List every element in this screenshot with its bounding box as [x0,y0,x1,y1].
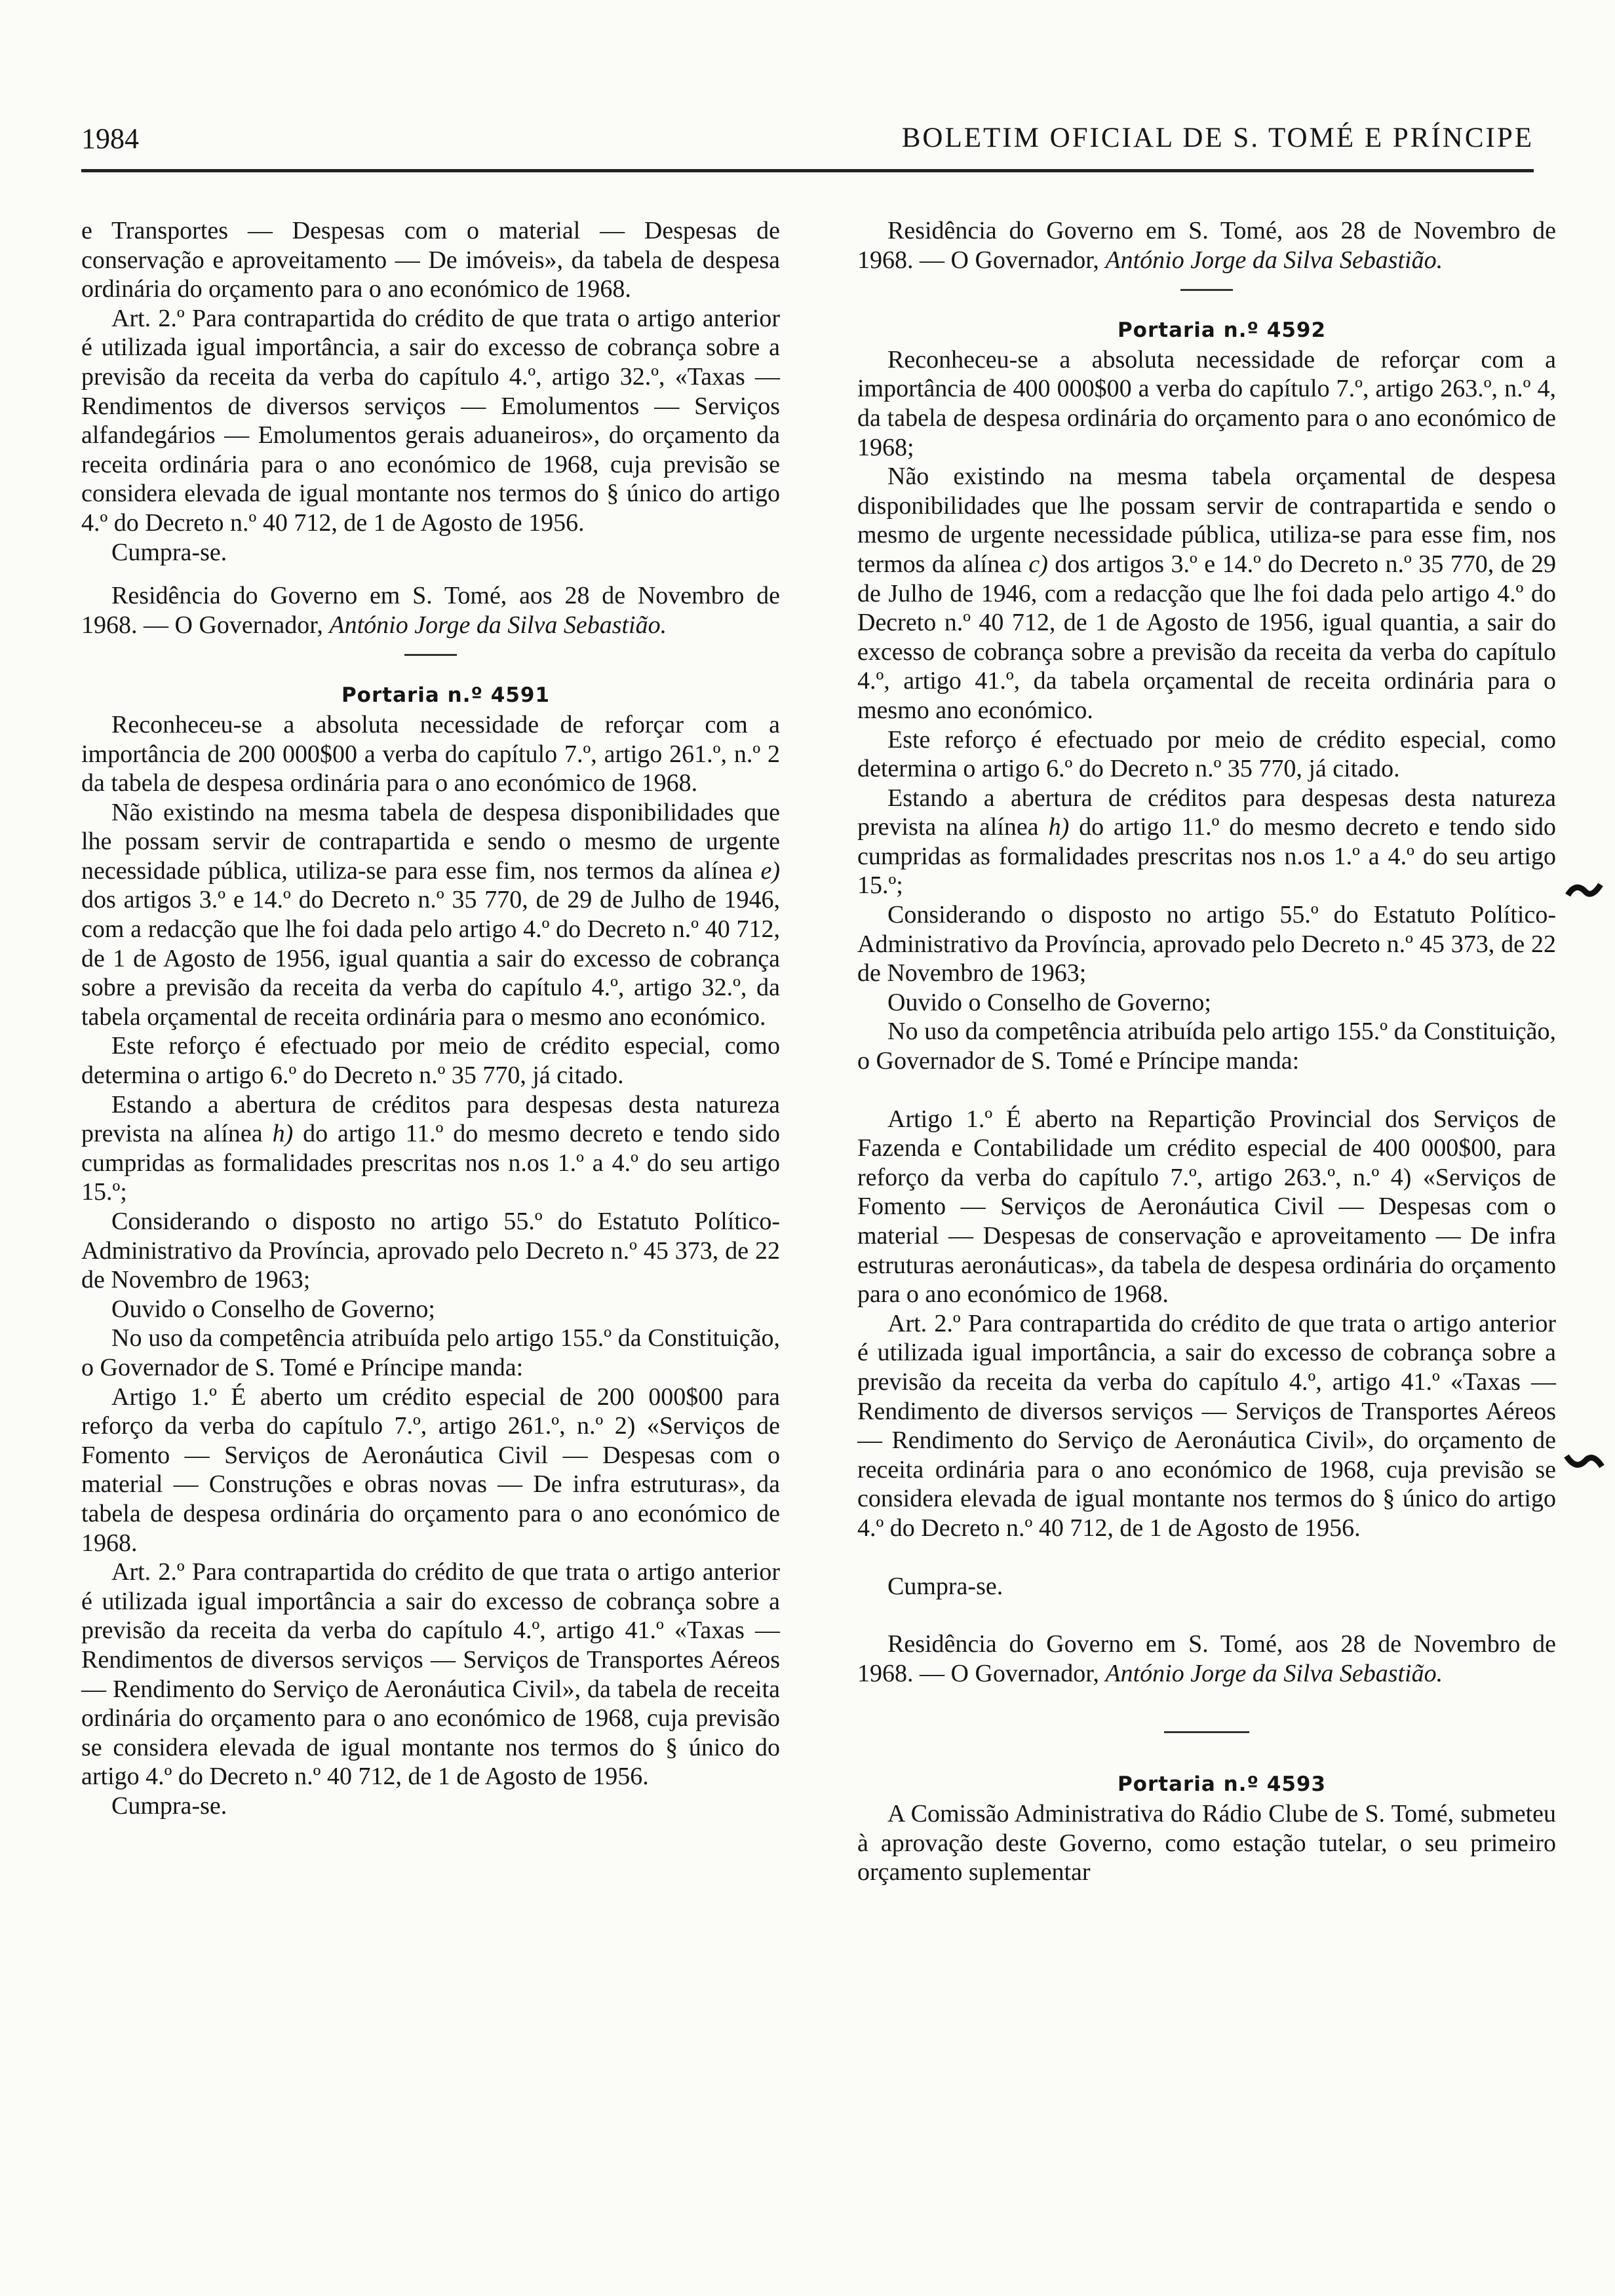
bulletin-title: BOLETIM OFICIAL DE S. TOMÉ E PRÍNCIPE [901,123,1534,153]
paragraph-text: do artigo 11.º do mesmo decreto e tendo sido cumpridas as formalidades prescritas nos n.os 1.º a 4.º do seu artigo 15.º; [81,1120,780,1206]
portaria-4591-heading: Portaria n.º 4591 [341,683,551,708]
portaria-paragraph: Considerando o disposto no artigo 55.º do Estatuto Político-Administrativo da Província, aprovado pelo Decreto n.º 45 373, de 22 de Novembro de 1963; [857,901,1556,987]
article-2-paragraph: Art. 2.º Para contrapartida do crédito de que trata o artigo anterior é utilizada igual importância, a sair do excesso de cobrança sobre a previsão da receita da verba do capítulo 4.º, artigo 41.º «Taxas — Rendimento de diversos serviços — Serviços de Transportes Aéreos — Rendimento do Serviço de Aeronáutica Civil», do orçamento de receita ordinária para o ano económico de 1968, cuja previsão se considera elevada de igual montante nos termos do § único do artigo 4.º do Decreto n.º 40 712, de 1 de Agosto de 1956. [857,1309,1556,1542]
portaria-4593-heading: Portaria n.º 4593 [1117,1772,1327,1797]
article-2-paragraph: Art. 2.º Para contrapartida do crédito de que trata o artigo anterior é utilizada igual importância a sair do excesso de cobrança sobre a previsão da receita da verba do capítulo 4.º, artigo 41.º «Taxas — Rendimentos de diversos serviços — Serviços de Transportes Aéreos — Rendimento do Serviço de Aeronáutica Civil», da tabela de receita ordinária do orçamento para o ano económico de 1968, cuja previsão se considera elevada de igual montante nos termos do § único do artigo 4.º do Decreto n.º 40 712, de 1 de Agosto de 1956. [81,1558,780,1791]
portaria-paragraph [81,798,780,1032]
alinea-ref: c) [1028,550,1048,578]
paragraph-text: Estando a abertura de créditos para despesas desta natureza prevista na alínea [81,1090,780,1148]
section-separator [1164,1731,1249,1733]
paragraph-text: dos artigos 3.º e 14.º do Decreto n.º 35 770, de 29 de Julho de 1946, com a redacção que lhe foi dada pelo artigo 4.º do Decreto n.º 40 712, de 1 de Agosto de 1956, igual quantia a sair do excesso de cobrança sobre a previsão da receita da verba do capítulo 4.º, artigo 32.º, da tabela orçamental de receita ordinária para o mesmo ano económico. [81,886,780,1031]
paragraph-text: do artigo 11.º do mesmo decreto e tendo sido cumpridas as formalidades prescritas nos n.os 1.º a 4.º do seu artigo 15.º; [857,813,1556,900]
punch-mark-icon [1563,878,1608,904]
residence-signature-line [857,1630,1556,1688]
punch-mark-icon [1563,1447,1608,1473]
portaria-paragraph [857,462,1556,725]
alinea-ref: h) [272,1120,294,1148]
residence-text: Residência do Governo em S. Tomé, aos 28 de Novembro de 1968. — O Governador, [857,217,1556,274]
section-separator [404,654,457,656]
governor-signature: António Jorge da Silva Sebastião. [1105,1659,1443,1687]
alinea-ref: h) [1048,813,1070,841]
article-2-paragraph: Art. 2.º Para contrapartida do crédito de que trata o artigo anterior é utilizada igual importância, a sair do excesso de cobrança sobre a previsão da receita da verba do capítulo 4.º, artigo 32.º, «Taxas — Rendimentos de diversos serviços — Emolumentos — Serviços alfandegários — Emolumentos gerais aduaneiros», do orçamento da receita ordinária para o ano económico de 1968, cuja previsão se considera elevada de igual montante nos termos do § único do artigo 4.º do Decreto n.º 40 712, de 1 de Agosto de 1956. [81,304,780,537]
portaria-paragraph [81,1090,780,1207]
page-number: 1984 [81,123,139,155]
portaria-paragraph: No uso da competência atribuída pelo artigo 155.º da Constituição, o Governador de S. Tomé e Príncipe manda: [81,1324,780,1381]
governor-signature: António Jorge da Silva Sebastião. [1105,246,1443,274]
article-1-paragraph: Artigo 1.º É aberto na Repartição Provincial dos Serviços de Fazenda e Contabilidade um crédito especial de 400 000$00, para reforço da verba do capítulo 7.º, artigo 263.º, n.º 4) «Serviços de Fomento — Serviços de Aeronáutica Civil — Despesas com o material — Despesas de conservação e aproveitamento — De infra estruturas aeronáuticas», da tabela de despesa ordinária do orçamento para o ano económico de 1968. [857,1105,1556,1309]
portaria-paragraph: Ouvido o Conselho de Governo; [111,1295,435,1323]
portaria-paragraph: Reconheceu-se a absoluta necessidade de reforçar com a importância de 200 000$00 a verba do capítulo 7.º, artigo 261.º, n.º 2 da tabela de despesa ordinária para o ano económico de 1968. [81,710,780,797]
residence-signature-line [81,581,780,640]
portaria-paragraph: Reconheceu-se a absoluta necessidade de reforçar com a importância de 400 000$00 a verba do capítulo 7.º, artigo 263.º, n.º 4, da tabela de despesa ordinária do orçamento para o ano económico de 1968; [857,345,1556,461]
continued-paragraph: e Transportes — Despesas com o material — Despesas de conservação e aproveitamento — De imóveis», da tabela de despesa ordinária do orçamento para o ano económico de 1968. [81,217,780,303]
portaria-paragraph: Este reforço é efectuado por meio de crédito especial, como determina o artigo 6.º do Decreto n.º 35 770, já citado. [857,725,1556,783]
cumpra-se: Cumpra-se. [111,1791,227,1820]
residence-text: Residência do Governo em S. Tomé, aos 28 de Novembro de 1968. — O Governador, [857,1630,1556,1687]
paragraph-text: Não existindo na mesma tabela de despesa disponibilidades que lhe possam servir de contrapartida e sendo o mesmo de urgente necessidade pública, utiliza-se para esse fim, nos termos da alínea [81,798,780,885]
article-1-paragraph: Artigo 1.º É aberto um crédito especial de 200 000$00 para reforço da verba do capítulo 7.º, artigo 261.º, n.º 2) «Serviços de Fomento — Serviços de Aeronáutica Civil — Despesas com o material — Construções e obras novas — De infra estruturas», da tabela de despesa ordinária do orçamento para o ano económico de 1968. [81,1383,780,1557]
cumpra-se: Cumpra-se. [111,538,227,566]
left-column [81,216,780,1820]
header-rule [81,169,1534,172]
portaria-paragraph: Considerando o disposto no artigo 55.º do Estatuto Político-Administrativo da Província, aprovado pelo Decreto n.º 45 373, de 22 de Novembro de 1963; [81,1208,780,1294]
portaria-paragraph: No uso da competência atribuída pelo artigo 155.º da Constituição, o Governador de S. Tomé e Príncipe manda: [857,1018,1556,1075]
portaria-paragraph [857,784,1556,900]
section-separator [1180,289,1233,291]
portaria-paragraph: Ouvido o Conselho de Governo; [887,988,1211,1016]
paragraph-text: Não existindo na mesma tabela orçamental de despesa disponibilidades que lhe possam servir de contrapartida e sendo o mesmo de urgente necessidade pública, utiliza-se para esse fim, nos termos da alínea [857,463,1556,578]
governor-signature: António Jorge da Silva Sebastião. [329,611,667,639]
paragraph-text: dos artigos 3.º e 14.º do Decreto n.º 35 770, de 29 de Julho de 1946, com a redacção que lhe foi dada pelo artigo 4.º do Decreto n.º 40 712, de 1 de Agosto de 1956, igual quantia, a sair do excesso de cobrança sobre a previsão da receita da verba do capítulo 4.º, artigo 41.º, da tabela orçamental de receita ordinária para o mesmo ano económico. [857,550,1556,724]
right-column [857,216,1556,1887]
paragraph-text: Estando a abertura de créditos para despesas desta natureza prevista na alínea [857,784,1556,841]
residence-signature-line [857,216,1556,275]
page-header [81,122,1534,168]
cumpra-se: Cumpra-se. [887,1572,1003,1600]
residence-text: Residência do Governo em S. Tomé, aos 28 de Novembro de 1968. — O Governador, [81,582,780,639]
portaria-4592-heading: Portaria n.º 4592 [1117,318,1327,343]
alinea-ref: e) [760,856,780,885]
portaria-paragraph: A Comissão Administrativa do Rádio Clube de S. Tomé, submeteu à aprovação deste Governo, como estação tutelar, o seu primeiro orçamento suplementar [857,1799,1556,1886]
portaria-paragraph: Este reforço é efectuado por meio de crédito especial, como determina o artigo 6.º do Decreto n.º 35 770, já citado. [81,1032,780,1090]
